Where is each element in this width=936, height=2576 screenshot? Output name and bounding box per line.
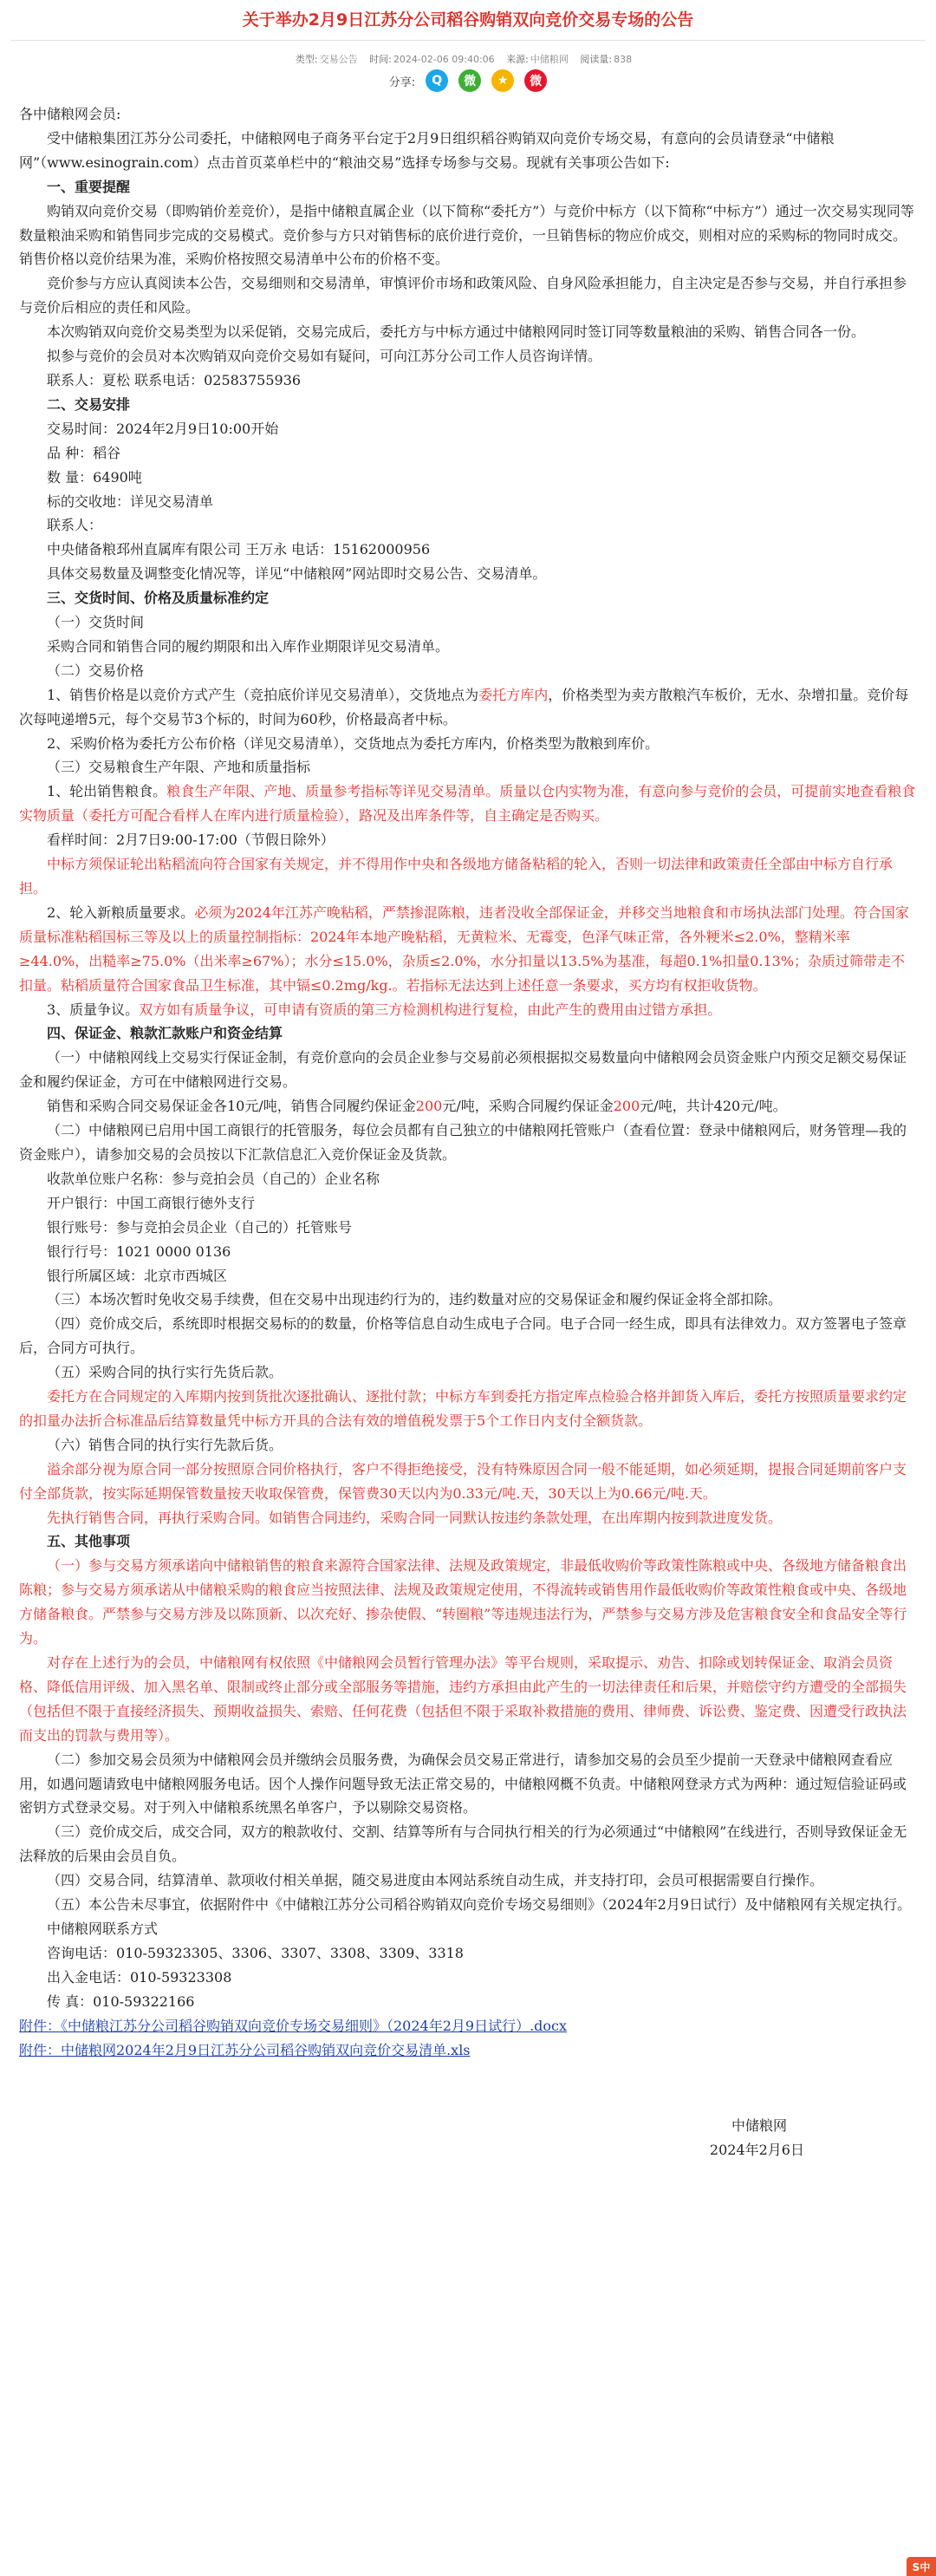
paragraph: 拟参与竞价的会员对本次购销双向竞价交易如有疑问，可向江苏分公司工作人员咨询详情。	[47, 348, 602, 365]
paragraph: 销售和采购合同交易保证金各10元/吨，销售合同履约保证金200元/吨，采购合同履约保证金200元/吨，共计420元/吨。	[47, 1098, 787, 1115]
paragraph: 对存在上述行为的会员，中储粮网有权依照《中储粮网会员暂行管理办法》等平台规则，采取提示、劝告、扣除或划转保证金、取消会员资格、降低信用评级、加入黑名单、限制或终止部分或全部服务等措施，违约方承担由此产生的一切法律责任和后果，并赔偿守约方遭受的全部损失（包括但不限于直接经济损失、预期收益损失、索赔、任何花费（包括但不限于采取补救措施的费用、律师费、诉讼费、鉴定费、因遭受行政执法而支出的罚款与费用等）。	[19, 1654, 907, 1744]
attachment-link-text[interactable]: 附件：《中储粮江苏分公司稻谷购销双向竞价专场交易细则》（2024年2月9日试行）.docx	[19, 2017, 568, 2034]
paragraph: 联系人：夏松 联系电话：02583755936	[47, 371, 302, 388]
paragraph: 溢余部分视为原合同一部分按照原合同价格执行，客户不得拒绝接受，没有特殊原因合同一般不能延期，如必须延期，提报合同延期前客户支付全部货款，按实际延期保管数量按天收取保管费，保管费30天以内为0.33元/吨.天，30天以上为0.66元/吨.天。	[19, 1460, 907, 1502]
paragraph: 出入金电话：010-59323308	[47, 1968, 232, 1986]
signature-date: 2024年2月6日	[709, 2142, 804, 2159]
paragraph: 收款单位账户名称：参与竞拍会员（自己的）企业名称	[47, 1170, 380, 1187]
paragraph: （一）参与交易方须承诺向中储粮销售的粮食来源符合国家法律、法规及政策规定，非最低收购价等政策性陈粮或中央、各级地方储备粮食出陈粮；参与交易方须承诺从中储粮采购的粮食应当按照法律、法规及政策规定使用，不得流转或销售用作最低收购价等政策性粮食或中央、各级地方储备粮食。严禁参与交易方涉及以陈顶新、以次充好、掺杂使假、“转圈粮”等违规违法行为，严禁参与交易方涉及危害粮食安全和食品安全等行为。	[19, 1557, 907, 1647]
paragraph: （五）采购合同的执行实行先货后款。	[47, 1364, 283, 1381]
paragraph: 购销双向竞价交易（即购销价差竞价），是指中储粮直属企业（以下简称“委托方”）与竞价中标方（以下简称“中标方”）通过一次交易实现同等数量粮油采购和销售同步完成的交易模式。竞价参与方只对销售标的底价进行竞价，一旦销售标的物应价成交，则相对应的采购标的物同时成交。销售价格以竞价结果为准，采购价格按照交易清单中公布的价格不变。	[19, 202, 914, 268]
share-bar	[0, 69, 936, 92]
paragraph: 中央储备粮邳州直属库有限公司 王万永 电话：15162000956	[47, 541, 431, 558]
article-body	[19, 102, 917, 2162]
paragraph: （二）交易价格	[47, 662, 145, 679]
paragraph: 开户银行：中国工商银行徳外支行	[47, 1194, 256, 1211]
paragraph: 银行所属区域：北京市西城区	[47, 1267, 228, 1284]
meta-source: 中储粮网	[530, 54, 569, 65]
paragraph: （五）本公告未尽事宜，依据附件中《中储粮江苏分公司稻谷购销双向竞价专场交易细则》（2024年2月9日试行）及中储粮网有关规定执行。	[47, 1896, 912, 1914]
paragraph: 银行账号：参与竞拍会员企业（自己的）托管账号	[47, 1218, 353, 1236]
title-divider	[10, 40, 926, 41]
paragraph: （六）销售合同的执行实行先款后货。	[47, 1436, 283, 1453]
meta-views-label: 阅读量:	[580, 54, 613, 65]
paragraph: 具体交易数量及调整变化情况等，详见“中储粮网”网站即时交易公告、交易清单。	[47, 565, 547, 583]
meta-source-label: 来源:	[506, 54, 529, 65]
paragraph: 看样时间：2月7日9:00-17:00（节假日除外）	[47, 831, 335, 849]
paragraph: （三）竞价成交后，成交合同，双方的粮款收付、交割、结算等所有与合同执行相关的行为必须通过“中储粮网”在线进行，否则导致保证金无法释放的后果由会员自负。	[19, 1823, 907, 1865]
share-qq-icon[interactable]: Q	[426, 69, 448, 92]
paragraph: （一）交货时间	[47, 614, 145, 631]
signature-org: 中储粮网	[731, 2117, 787, 2135]
paragraph: 1、轮出销售粮食。粮食生产年限、产地、质量参考指标等详见交易清单。质量以仓内实物为准，有意向参与竞价的会员，可提前实地查看粮食实物质量（委托方可配合看样人在库内进行质量检验），路况及出库条件等，自主确定是否购买。	[19, 783, 916, 825]
paragraph: 2、采购价格为委托方公布价格（详见交易清单），交货地点为委托方库内，价格类型为散粮到库价。	[47, 734, 660, 752]
paragraph: 3、质量争议。双方如有质量争议，可申请有资质的第三方检测机构进行复检，由此产生的费用由过错方承担。	[47, 1001, 722, 1018]
paragraph: （四）交易合同，结算清单、款项收付相关单据，随交易进度由本网站系统自动生成，并支持打印，会员可根据需要自行操作。	[47, 1872, 824, 1889]
paragraph: 传 真：010-59322166	[47, 1992, 195, 2010]
attachment-link[interactable]	[19, 2014, 917, 2038]
paragraph: （三）交易粮食生产年限、产地和质量指标	[47, 759, 311, 776]
section-heading: 二、交易安排	[47, 395, 131, 413]
floating-button[interactable]: S中	[907, 2557, 936, 2576]
meta-time-label: 时间:	[369, 54, 392, 65]
paragraph: 各中储粮网会员:	[19, 106, 121, 122]
paragraph: 标的交收地：详见交易清单	[47, 492, 214, 510]
paragraph: 受中储粮集团江苏分公司委托，中储粮网电子商务平台定于2月9日组织稻谷购销双向竞价专场交易，有意向的会员请登录“中储粮网”（www.esinograin.com）点击首页菜单栏中的“粮油交易”选择专场参与交易。现就有关事项公告如下:	[19, 129, 835, 171]
paragraph: 委托方在合同规定的入库期内按到货批次逐批确认、逐批付款；中标方车到委托方指定库点检验合格并卸货入库后，委托方按照质量要求约定的扣量办法折合标准品后结算数量凭中标方开具的合法有效的增值税发票于5个工作日内支付全额货款。	[19, 1388, 907, 1429]
paragraph: （二）参加交易会员须为中储粮网会员并缴纳会员服务费，为确保会员交易正常进行，请参加交易的会员至少提前一天登录中储粮网查看应用，如遇问题请致电中储粮网服务电话。因个人操作问题导致无法正常交易的，中储粮网概不负责。中储粮网登录方式为两种：通过短信验证码或密钥方式登录交易。对于列入中储粮系统黑名单客户，予以剔除交易资格。	[19, 1751, 907, 1816]
section-heading: 五、其他事项	[47, 1533, 131, 1550]
paragraph: 2、轮入新粮质量要求。必须为2024年江苏产晚粘稻，严禁掺混陈粮，违者没收全部保证金，并移交当地粮食和市场执法部门处理。符合国家质量标准粘稻国标三等及以上的质量控制指标：2024年本地产晚粘稻，无黄粒米、无霉变，色泽气味正常，各外粳米≤2.0%，整精米率≥44.0%，出糙率≥75.0%（出米率≥67%）；水分≤15.0%，杂质≤2.0%，水分扣量以13.5%为基准，每超0.1%扣量0.13%；杂质过筛带走不扣量。粘稻质量符合国家食品卫生标准，其中镉≤0.2mg/kg.。若指标无法达到上述任意一条要求，买方均有权拒收货物。	[19, 903, 909, 994]
paragraph: 采购合同和销售合同的履约期限和出入库作业期限详见交易清单。	[47, 637, 450, 655]
paragraph: 数 量：6490吨	[47, 468, 142, 486]
paragraph: （三）本场次暂时免收交易手续费，但在交易中出现违约行为的，违约数量对应的交易保证金和履约保证金将全部扣除。	[47, 1291, 783, 1308]
paragraph: （四）竞价成交后，系统即时根据交易标的的数量，价格等信息自动生成电子合同。电子合同一经生成，即具有法律效力。双方签署电子签章后，合同方可执行。	[19, 1315, 907, 1357]
article-meta	[0, 52, 936, 66]
paragraph: 本次购销双向竞价交易类型为以采促销，交易完成后，委托方与中标方通过中储粮网同时签订同等数量粮油的采购、销售合同各一份。	[47, 323, 866, 341]
meta-category-label: 类型:	[295, 54, 318, 65]
paragraph-list	[19, 102, 917, 2014]
paragraph: （一）中储粮网线上交易实行保证金制，有竞价意向的会员企业参与交易前必须根据拟交易数量向中储粮网会员资金账户内预交足额交易保证金和履约保证金，方可在中储粮网进行交易。	[19, 1049, 907, 1091]
paragraph: 竞价参与方应认真阅读本公告，交易细则和交易清单，审慎评价市场和政策风险、自身风险承担能力，自主决定是否参与交易，并自行承担参与竞价后相应的责任和风险。	[19, 275, 907, 316]
paragraph: 1、销售价格是以竞价方式产生（竞拍底价详见交易清单），交货地点为委托方库内，价格类型为卖方散粮汽车板价，无水、杂增扣量。竞价每次每吨递增5元，每个交易节3个标的，时间为60秒，价格最高者中标。	[19, 686, 909, 727]
paragraph: 银行行号：1021 0000 0136	[47, 1242, 231, 1260]
paragraph: 先执行销售合同，再执行采购合同。如销售合同违约，采购合同一同默认按违约条款处理，在出库期内按到款进度发货。	[47, 1509, 783, 1526]
attachment-link-text[interactable]: 附件：中储粮网2024年2月9日江苏分公司稻谷购销双向竞价交易清单.xls	[19, 2041, 471, 2058]
meta-category: 交易公告	[319, 54, 358, 65]
paragraph: 交易时间：2024年2月9日10:00开始	[47, 420, 279, 437]
meta-time: 2024-02-06 09:40:06	[393, 54, 495, 65]
paragraph: 品 种：稻谷	[47, 444, 121, 461]
paragraph: 中标方须保证轮出粘稻流向符合国家有关规定，并不得用作中央和各级地方储备粘稻的轮入，否则一切法律和政策责任全部由中标方自行承担。	[19, 856, 894, 897]
page-title: 关于举办2月9日江苏分公司稻谷购销双向竞价交易专场的公告	[242, 10, 694, 29]
section-heading: 三、交货时间、价格及质量标准约定	[47, 590, 270, 607]
share-label: 分享:	[388, 75, 416, 89]
meta-views: 838	[614, 54, 633, 65]
share-qzone-icon[interactable]: ★	[491, 69, 514, 92]
paragraph: （二）中储粮网已启用中国工商银行的托管服务，每位会员都有自己独立的中储粮网托管账户（查看位置：登录中储粮网后，财务管理—我的资金账户），请参加交易的会员按以下汇款信息汇入竞价保证金及货款。	[19, 1122, 907, 1163]
attachment-link[interactable]	[19, 2038, 917, 2063]
spacer	[19, 2062, 917, 2114]
paragraph: 中储粮网联系方式	[47, 1920, 159, 1937]
share-wechat-icon[interactable]: 微	[458, 69, 481, 92]
paragraph: 联系人：	[47, 517, 103, 534]
share-weibo-icon[interactable]: 微	[524, 69, 547, 92]
section-heading: 一、重要提醒	[47, 178, 131, 195]
section-heading: 四、保证金、粮款汇款账户和资金结算	[47, 1025, 283, 1042]
paragraph: 咨询电话：010-59323305、3306、3307、3308、3309、3318	[47, 1944, 464, 1961]
